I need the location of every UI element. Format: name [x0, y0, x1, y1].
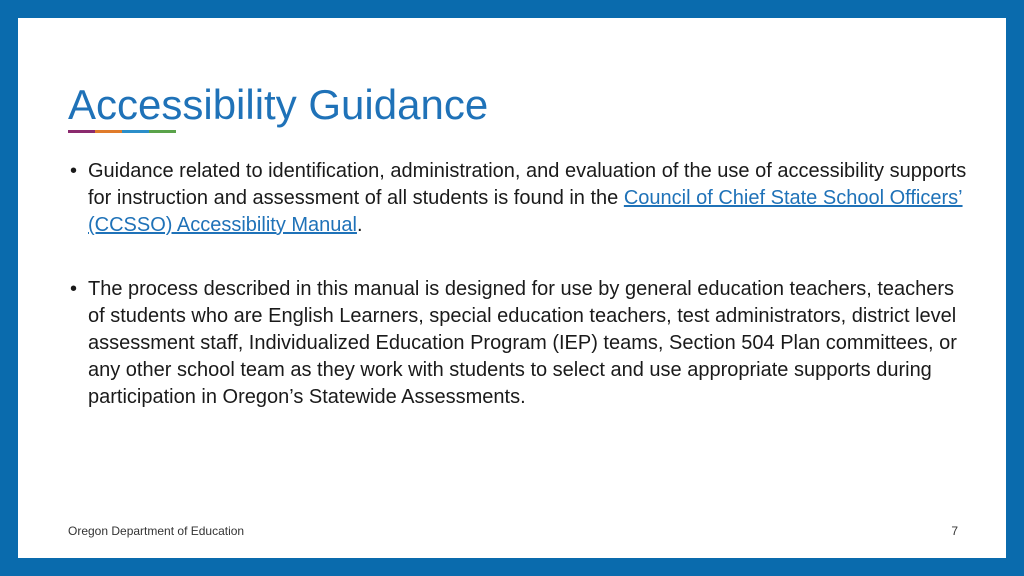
- footer-organization: Oregon Department of Education: [68, 524, 245, 538]
- accent-segment-2: [95, 130, 122, 133]
- bullet-item-1: [68, 158, 968, 239]
- bullet-marker: •: [70, 278, 78, 300]
- ccsso-manual-link[interactable]: Council of Chief State School Officers’ (CCSSO) Accessibility Manual: [88, 187, 963, 236]
- slide-title: Accessibility Guidance: [68, 81, 489, 128]
- bullet-text-end: .: [356, 214, 363, 236]
- bullet-item-2: [68, 276, 968, 411]
- accent-segment-1: [68, 130, 95, 133]
- accent-segment-3: [122, 130, 149, 133]
- bullet-text: The process described in this manual is designed for use by general education teachers, teachers of students who are English Learners, special education teachers, test administrators, district level assessment staff, Individualized Education Program (IEP) teams, Section 504 Plan committees, or any other school team as they work with students to select and use appropriate supports during participation in Oregon’s Statewide Assessments.: [88, 278, 957, 408]
- bullet-marker: •: [70, 160, 78, 182]
- slide-content: [68, 158, 968, 411]
- title-accent-bar: [68, 130, 176, 133]
- footer-page-number: 7: [951, 524, 958, 538]
- slide: [18, 18, 1006, 558]
- bullet-text: Guidance related to identification, administration, and evaluation of the use of accessibility supports for instruction and assessment of all students is found in the: [88, 160, 967, 209]
- accent-segment-4: [149, 130, 176, 133]
